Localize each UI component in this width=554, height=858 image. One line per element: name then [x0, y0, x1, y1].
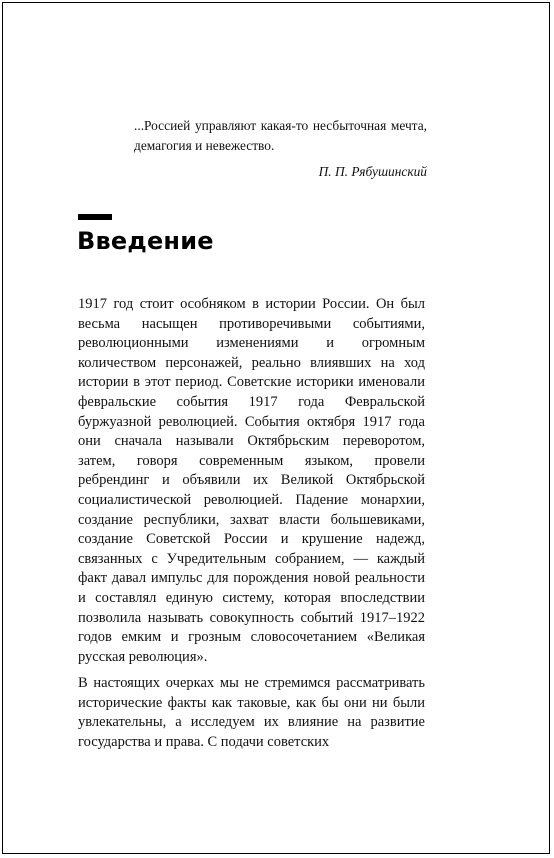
chapter-body: [78, 295, 425, 753]
paragraph: В настоящих очерках мы не стремимся рассматривать исторические факты как таковые, как бы они ни были увлекательны, а исследуем их влияние на развитие государства и права. С подачи советских: [78, 675, 425, 751]
epigraph-quote: ...Россией управляют какая-то несбыточная мечта, демагогия и невежество.: [134, 118, 427, 153]
epigraph-author: П. П. Рябушинский: [318, 164, 427, 179]
paragraph: 1917 год стоит особняком в истории России. Он был весьма насыщен противоречивыми событиями, революционными изменениями и огромным количеством персонажей, реально влиявших на ход истории в этот период. Советские историки именовали февральские события 1917 года Февральской буржуазной революцией. События октября 1917 года они сначала называли Октябрьским переворотом, затем, говоря современным языком, провели ребрендинг и объявили их Великой Октябрьской социалистической революцией. Падение монархии, создание республики, захват власти большевиками, создание Советской России и крушение надежд, связанных с Учредительным собранием, — каждый факт давал импульс для порождения новой реальности и составлял единую систему, которая впоследствии позволила называть совокупность событий 1917–1922 годов емким и грозным словосочетанием «Великая русская революция».: [78, 296, 425, 665]
heading-accent-bar: [78, 214, 112, 220]
chapter-title: Введение: [77, 227, 214, 255]
epigraph: [134, 116, 427, 182]
